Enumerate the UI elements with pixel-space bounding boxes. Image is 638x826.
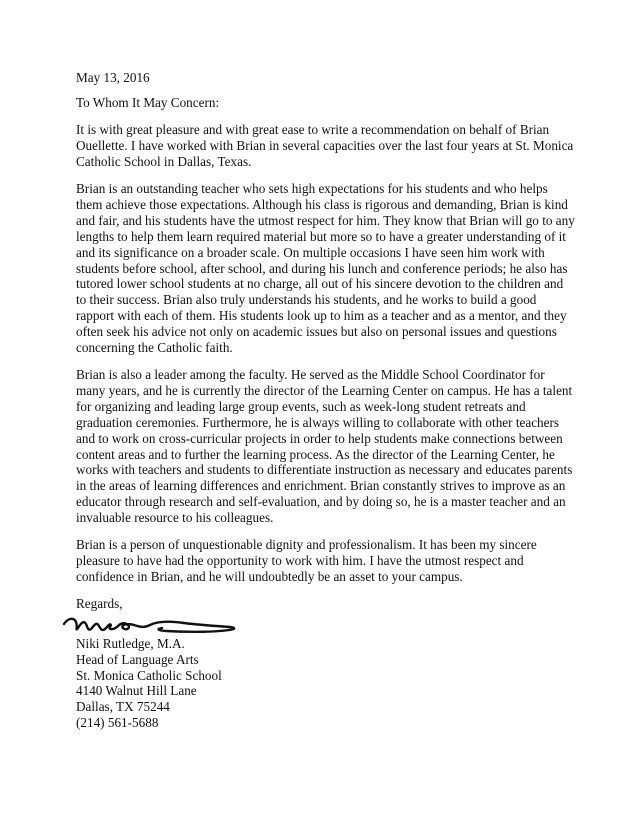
letter-date: May 13, 2016: [76, 70, 150, 85]
signer-title: Head of Language Arts: [76, 651, 199, 667]
handwritten-signature: [62, 614, 242, 636]
paragraph-teaching: Brian is an outstanding teacher who sets high expectations for his students and who helps them achieve those expectations. Although his class is rigorous and demanding, Brian is kind and fair, and his students have the utmost respect for him. They know that Brian will go to any lengths to help them learn required material but more so to have a greater understanding of it and its significance on a broader scale. On multiple occasions I have seen him work with students before school, after school, and during his lunch and conference periods; he also has tutored lower school students at no charge, all out of his sincere devotion to the children and to their success. Brian also truly understands his students, and he works to build a good rapport with each of them. His students look up to him as a teacher and as a mentor, and they often seek his advice not only on academic issues but also on personal issues and questions concerning the Catholic faith.: [76, 181, 575, 356]
signer-organization: St. Monica Catholic School: [76, 667, 222, 683]
signer-street-address: 4140 Walnut Hill Lane: [76, 683, 197, 699]
letter-salutation: To Whom It May Concern:: [76, 95, 220, 111]
signer-city-state-zip: Dallas, TX 75244: [76, 699, 170, 715]
paragraph-leadership: Brian is also a leader among the faculty. He served as the Middle School Coordinator for many years, and he is currently the director of the Learning Center on campus. He has a talent for organizing and leading large group events, such as week-long student retreats and graduation ceremonies. Furthermore, he is always willing to collaborate with other teachers and to work on cross-curricular projects in order to help students make connections between content areas and to further the learning process. As the director of the Learning Center, he works with teachers and students to differentiate instruction as necessary and educates parents in the areas of learning differences and enrichment. Brian constantly strives to improve as an educator through research and self-evaluation, and by doing so, he is a master teacher and an invaluable resource to his colleagues.: [76, 367, 573, 526]
letter-body: [76, 70, 576, 731]
paragraph-conclusion: Brian is a person of unquestionable dignity and professionalism. It has been my sincere pleasure to have had the opportunity to work with him. I have the utmost respect and confidence in Brian, and he will undoubtedly be an asset to your campus.: [76, 537, 537, 584]
paragraph-intro: It is with great pleasure and with great ease to write a recommendation on behalf of Brian Ouellette. I have worked with Brian in several capacities over the last four years at St. Monica Catholic School in Dallas, Texas.: [76, 122, 574, 170]
letter-closing: Regards,: [76, 595, 123, 611]
signer-phone: (214) 561-5688: [76, 715, 159, 731]
signer-name: Niki Rutledge, M.A.: [76, 635, 185, 651]
signature-block: [76, 636, 576, 731]
